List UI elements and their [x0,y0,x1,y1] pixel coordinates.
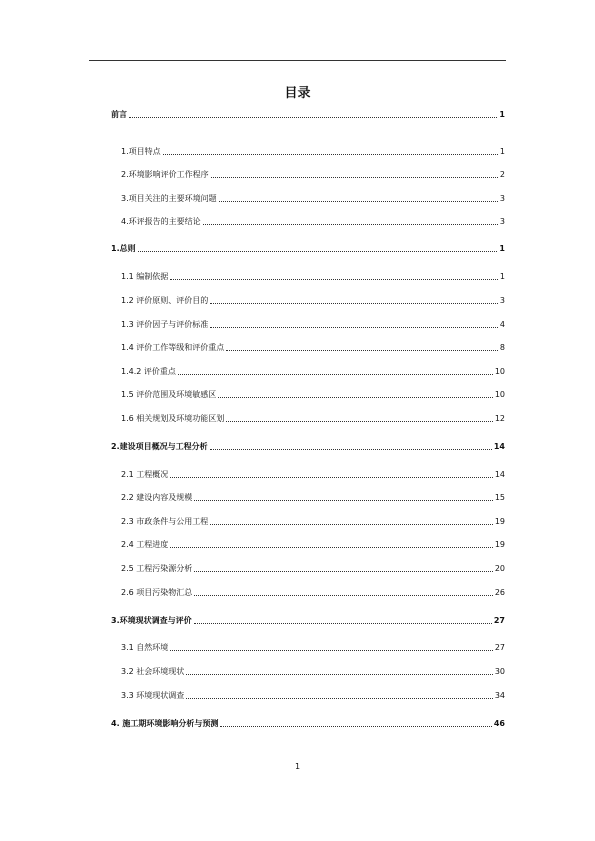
toc-entry-label: 2.1 工程概况 [121,470,169,479]
toc-dot-leader [210,327,498,328]
toc-section-entry[interactable] [111,666,505,678]
toc-entry-label: 1.总则 [111,244,136,253]
toc-dot-leader [170,547,493,548]
toc-dot-leader [170,279,498,280]
toc-entry-page: 10 [494,367,505,376]
toc-dot-leader [194,595,493,596]
toc-entry-page: 14 [494,470,505,479]
toc-entry-page: 26 [494,588,505,597]
toc-entry-label: 2.环境影响评价工作程序 [121,170,209,179]
toc-section-entry[interactable] [111,146,505,158]
toc-entry-label: 4. 施工期环境影响分析与预测 [111,719,219,728]
toc-section-entry[interactable] [111,587,505,599]
toc-section-entry[interactable] [111,389,505,401]
toc-dot-leader [170,477,493,478]
toc-dot-leader [220,726,491,727]
toc-section-entry[interactable] [111,319,505,331]
toc-dot-leader [210,524,493,525]
toc-entry-page: 1 [499,244,505,253]
toc-dot-leader [186,698,493,699]
toc-dot-leader [211,177,498,178]
toc-entry-page: 34 [494,691,505,700]
toc-section-entry[interactable] [111,169,505,181]
toc-entry-page: 30 [494,667,505,676]
toc-chapter-entry[interactable] [111,615,505,627]
toc-section-entry[interactable] [111,690,505,702]
toc-section-entry[interactable] [111,516,505,528]
toc-entry-label: 1.1 编制依据 [121,272,169,281]
toc-section-entry[interactable] [111,469,505,481]
toc-entry-page: 2 [499,170,505,179]
toc-entry-label: 3.2 社会环境现状 [121,667,185,676]
toc-section-entry[interactable] [111,366,505,378]
toc-entry-page: 1 [499,110,505,119]
toc-entry-label: 1.项目特点 [121,147,161,156]
toc-dot-leader [210,303,498,304]
toc-entry-page: 46 [493,719,505,728]
toc-dot-leader [129,117,497,118]
toc-entry-page: 14 [493,442,505,451]
toc-dot-leader [170,650,493,651]
toc-section-entry[interactable] [111,271,505,283]
toc-entry-label: 2.2 建设内容及规模 [121,493,193,502]
toc-entry-label: 2.6 项目污染物汇总 [121,588,193,597]
toc-dot-leader [210,449,492,450]
toc-dot-leader [163,154,498,155]
toc-entry-page: 1 [499,147,505,156]
toc-chapter-entry[interactable] [111,243,505,255]
page-number: 1 [294,762,301,771]
toc-entry-label: 1.4.2 评价重点 [121,367,176,376]
toc-entry-label: 1.6 相关规划及环境功能区划 [121,414,225,423]
toc-dot-leader [138,251,498,252]
toc-entry-page: 12 [494,414,505,423]
toc-section-entry[interactable] [111,563,505,575]
toc-section-entry[interactable] [111,342,505,354]
toc-dot-leader [218,397,493,398]
toc-entry-page: 1 [499,272,505,281]
toc-entry-page: 3 [499,296,505,305]
toc-dot-leader [226,350,498,351]
toc-section-entry[interactable] [111,539,505,551]
toc-entry-page: 8 [499,343,505,352]
toc-dot-leader [219,201,498,202]
toc-entry-label: 1.2 评价原则、评价目的 [121,296,209,305]
toc-entry-page: 3 [499,194,505,203]
toc-entry-label: 1.4 评价工作等级和评价重点 [121,343,225,352]
toc-dot-leader [203,224,498,225]
toc-dot-leader [178,374,493,375]
toc-entry-label: 2.3 市政条件与公用工程 [121,517,209,526]
toc-entry-label: 3.1 自然环境 [121,643,169,652]
toc-entry-label: 3.项目关注的主要环境问题 [121,194,217,203]
toc-dot-leader [194,500,493,501]
toc-entry-page: 19 [494,540,505,549]
toc-dot-leader [194,571,493,572]
toc-section-entry[interactable] [111,492,505,504]
toc-entry-label: 4.环评报告的主要结论 [121,217,201,226]
header-rule [89,60,506,61]
toc-entry-label: 前言 [111,110,127,119]
toc-dot-leader [194,623,492,624]
toc-entry-label: 3.环境现状调查与评价 [111,616,192,625]
toc-entry-page: 15 [494,493,505,502]
toc-entry-page: 20 [494,564,505,573]
toc-chapter-entry[interactable] [111,441,505,453]
toc-chapter-entry[interactable] [111,718,505,730]
toc-entry-label: 1.5 评价范围及环境敏感区 [121,390,217,399]
toc-section-entry[interactable] [111,295,505,307]
toc-entry-label: 2.4 工程进度 [121,540,169,549]
toc-section-entry[interactable] [111,216,505,228]
toc-dot-leader [186,674,493,675]
toc-entry-page: 27 [494,643,505,652]
toc-entry-page: 3 [499,217,505,226]
page-title: 目录 [284,86,311,101]
toc-section-entry[interactable] [111,413,505,425]
toc-entry-page: 4 [499,320,505,329]
toc-entry-label: 1.3 评价因子与评价标准 [121,320,209,329]
toc-entry-page: 27 [493,616,505,625]
toc-section-entry[interactable] [111,642,505,654]
toc-entry-label: 2.5 工程污染源分析 [121,564,193,573]
toc-entry-label: 3.3 环境现状调查 [121,691,185,700]
toc-entry-page: 19 [494,517,505,526]
toc-section-entry[interactable] [111,193,505,205]
toc-entry-label: 2.建设项目概况与工程分析 [111,442,208,451]
toc-entry-page: 10 [494,390,505,399]
toc-dot-leader [226,421,493,422]
toc-chapter-entry[interactable] [111,109,505,121]
